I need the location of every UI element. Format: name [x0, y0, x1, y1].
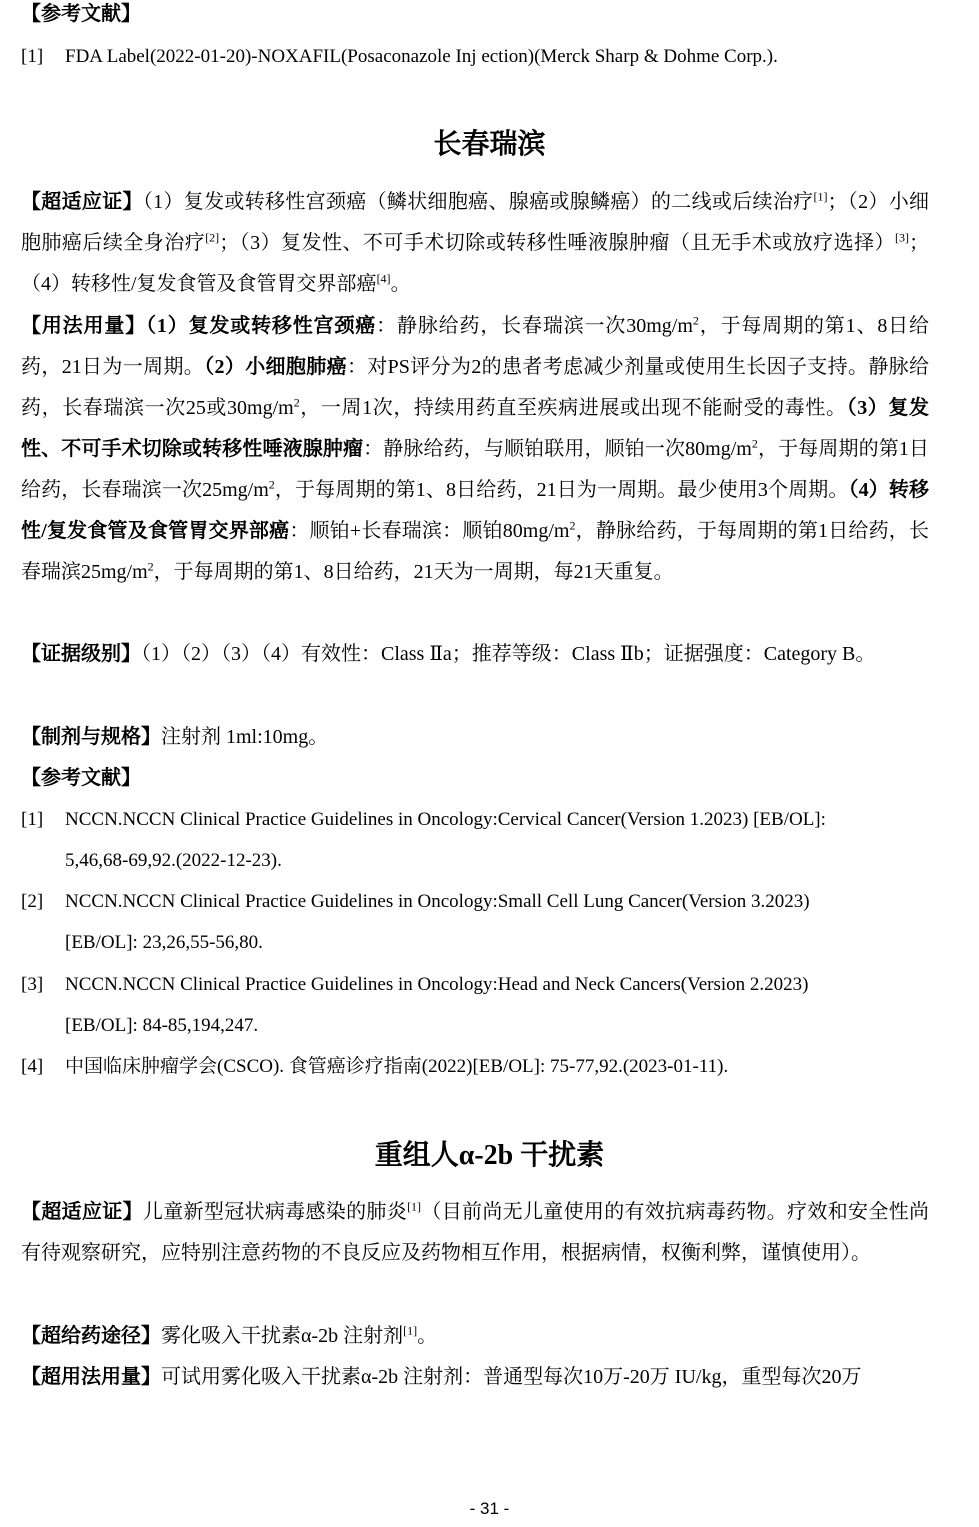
- interferon-dosage: 【超用法用量】可试用雾化吸入干扰素α-2b 注射剂：普通型每次10万-20万 IU/kg，重型每次20万: [21, 1366, 862, 1388]
- vinorelbine-references-header: 【参考文献】: [21, 767, 141, 789]
- top-reference-item: [1] FDA Label(2022-01-20)-NOXAFIL(Posaconazole Inj ection)(Merck Sharp & Dohme Corp.).: [21, 46, 778, 67]
- vinorelbine-title: 长春瑞滨: [433, 129, 546, 160]
- vinorelbine-evidence: 【证据级别】（1）（2）（3）（4）有效性：Class Ⅱa；推荐等级：Class Ⅱb；证据强度：Category B。: [21, 643, 876, 665]
- page-number: - 31 -: [469, 1499, 510, 1518]
- reference-item: [4] 中国临床肿瘤学会(CSCO). 食管癌诊疗指南(2022)[EB/OL]: 75-77,92.(2023-01-11).: [21, 1056, 729, 1077]
- vinorelbine-formulation: 【制剂与规格】注射剂 1ml:10mg。: [21, 726, 329, 748]
- interferon-route: 【超给药途径】雾化吸入干扰素α-2b 注射剂[1]。: [21, 1323, 438, 1347]
- vinorelbine-dosage: 【用法用量】（1）复发或转移性宫颈癌：静脉给药，长春瑞滨一次$30mg/m^2$，于每周期的第1、8日给药，21日为一周期。（2）小细胞肺癌：对PS评分为2的患者考虑减少剂量或使用生长因子支持。静脉给药，长春瑞滨一次25或$30mg/m^2$，一周1次，持续用药直至疾病进展或出现不能耐受的毒性。（3）复发性、不可手术切除或转移性唾液腺肿瘤：静脉给药，与顺铂联用，顺铂一次$80mg/m^2$，于每周期的第1日给药，长春瑞滨一次$25mg/m^2$，于每周期的第1、8日给药，21日为一周期。最少使用3个周期。（4）转移性/复发食管及食管胃交界部癌：顺铂+长春瑞滨：顺铂$80mg/m^2$，静脉给药，于每周期的第1日给药，长春瑞滨$25mg/m^2$，于每周期的第1、8日给药，21天为一周期，每21天重复。: [21, 313, 930, 583]
- reference-item: [2] NCCN.NCCN Clinical Practice Guidelines in Oncology:Small Cell Lung Cancer(Version 3.2023) [EB/OL]: 23,26,55-56,80.: [21, 891, 810, 953]
- interferon-title: 重组人α-2b 干扰素: [374, 1140, 605, 1171]
- top-references-header: 【参考文献】: [21, 3, 141, 25]
- interferon-indication: 【超适应证】儿童新型冠状病毒感染的肺炎[1]（目前尚无儿童使用的有效抗病毒药物。疗效和安全性尚有待观察研究，应特别注意药物的不良反应及药物相互作用，根据病情，权衡利弊，谨慎使用）。: [21, 1199, 930, 1264]
- reference-item: [3] NCCN.NCCN Clinical Practice Guidelines in Oncology:Head and Neck Cancers(Version 2.2023) [EB/OL]: 84-85,194,247.: [21, 974, 809, 1036]
- vinorelbine-indication: 【超适应证】（1）复发或转移性宫颈癌（鳞状细胞癌、腺癌或腺鳞癌）的二线或后续治疗[1]；（2）小细胞肺癌后续全身治疗[2]；（3）复发性、不可手术切除或转移性唾液腺肿瘤（且无手术或放疗选择）[3]；（4）转移性/复发食管及食管胃交界部癌[4]。: [21, 189, 930, 295]
- reference-item: [1] NCCN.NCCN Clinical Practice Guidelines in Oncology:Cervical Cancer(Version 1.2023) [EB/OL]: 5,46,68-69,92.(2022-12-23).: [21, 809, 826, 871]
